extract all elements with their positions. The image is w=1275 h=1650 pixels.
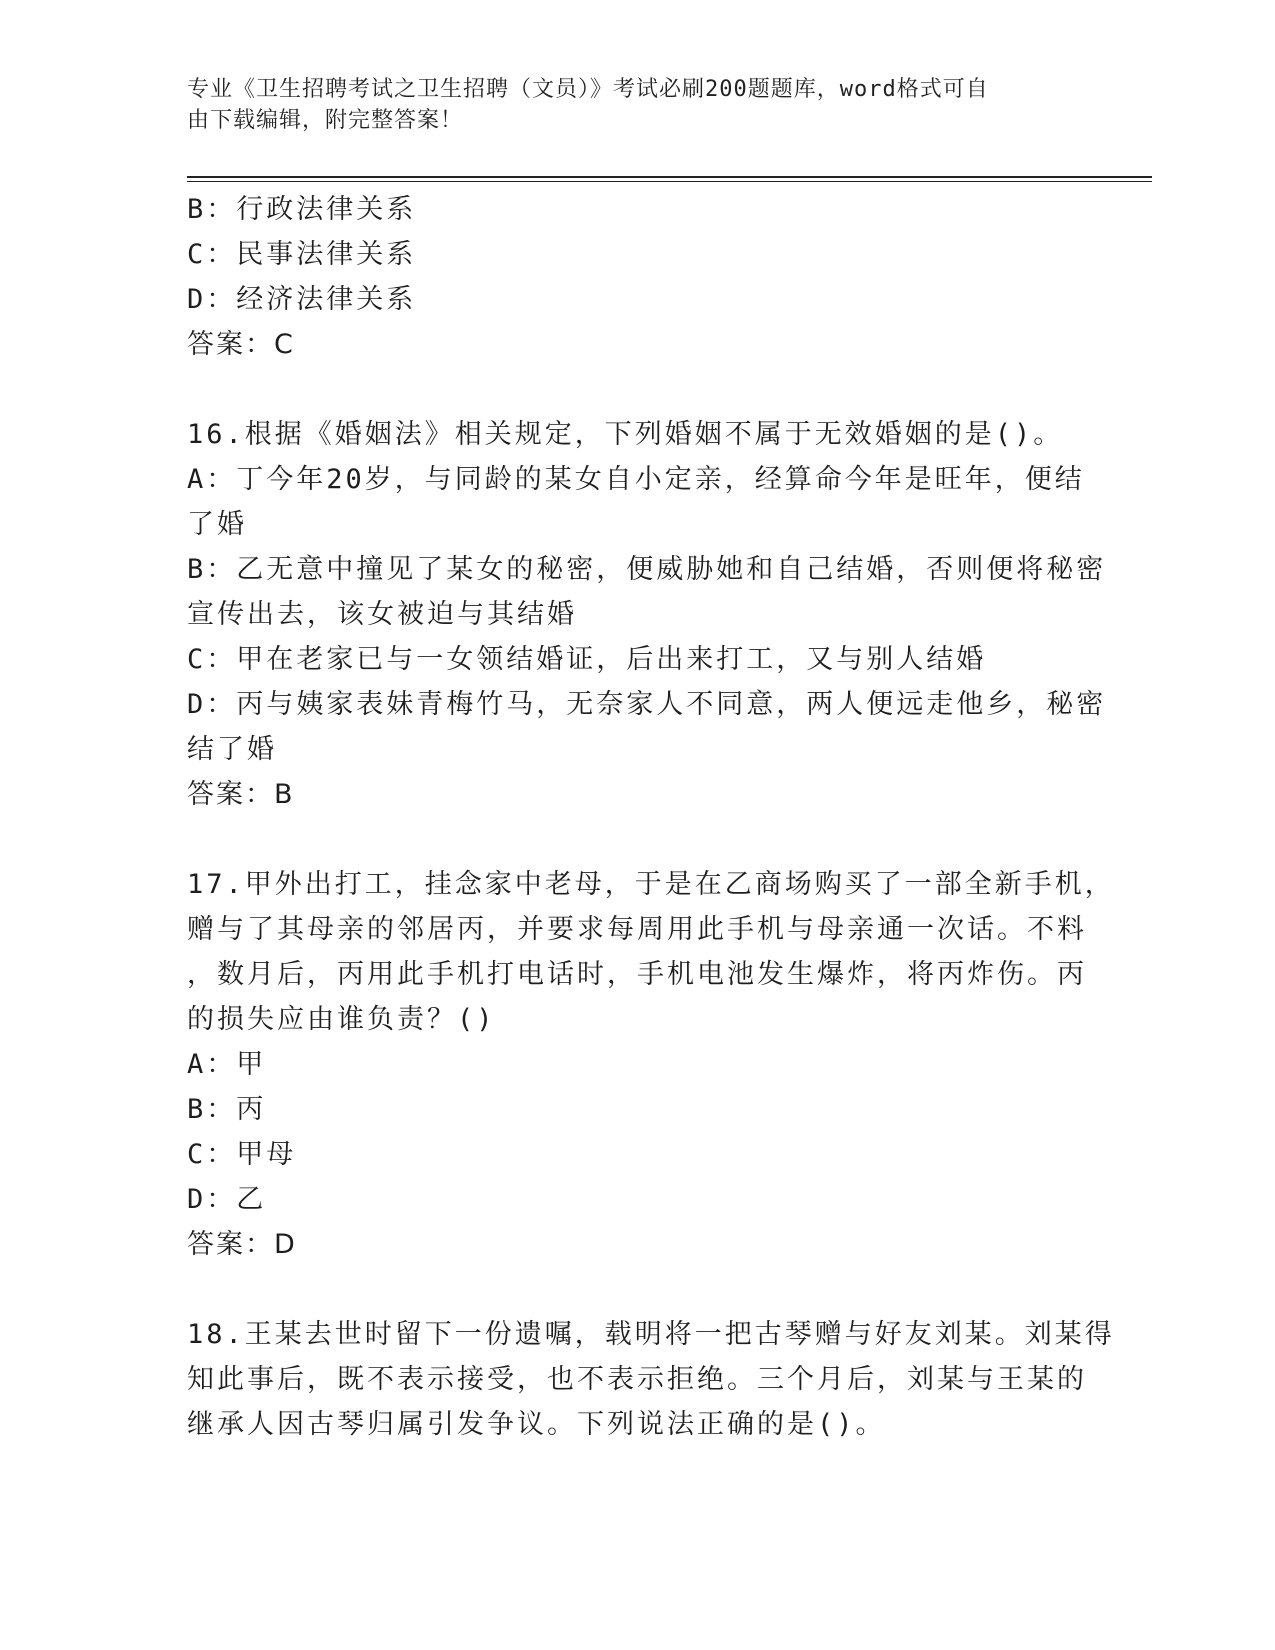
text-line: A：甲 [187,1049,267,1080]
text-line: B：乙无意中撞见了某女的秘密，便威胁她和自己结婚，否则便将秘密 [187,554,1107,585]
text-line: 的损失应由谁负责？() [187,1004,496,1035]
text-line: B：丙 [187,1094,267,1125]
text-line: C：甲在老家已与一女领结婚证，后出来打工，又与别人结婚 [187,644,987,675]
text-line: 17.甲外出打工，挂念家中老母，于是在乙商场购买了一部全新手机， [187,869,1115,900]
text-line: C：民事法律关系 [187,239,417,270]
header-line-2: 由下载编辑，附完整答案！ [187,108,464,133]
answer-line: 答案：D [187,1229,297,1260]
text-line: D：乙 [187,1184,267,1215]
text-line: 18.王某去世时留下一份遗嘱，载明将一把古琴赠与好友刘某。刘某得 [187,1319,1115,1350]
text-line: 赠与了其母亲的邻居丙，并要求每周用此手机与母亲通一次话。不料 [187,914,1087,945]
header-line-1: 专业《卫生招聘考试之卫生招聘（文员）》考试必刷200题题库，word格式可自 [187,77,989,102]
text-line: 继承人因古琴归属引发争议。下列说法正确的是()。 [187,1409,886,1440]
text-line: A：丁今年20岁，与同龄的某女自小定亲，经算命今年是旺年，便结 [187,464,1085,495]
text-line: ，数月后，丙用此手机打电话时，手机电池发生爆炸，将丙炸伤。丙 [187,959,1087,990]
answer-line: 答案：C [187,329,295,360]
text-line: 结了婚 [187,734,277,765]
text-line: 了婚 [187,509,247,540]
text-line: 16.根据《婚姻法》相关规定，下列婚姻不属于无效婚姻的是()。 [187,419,1064,450]
text-line: 知此事后，既不表示接受，也不表示拒绝。三个月后，刘某与王某的 [187,1364,1087,1395]
text-line: D：经济法律关系 [187,284,417,315]
text-line: D：丙与姨家表妹青梅竹马，无奈家人不同意，两人便远走他乡，秘密 [187,689,1107,720]
answer-line: 答案：B [187,779,295,810]
text-line: 宣传出去，该女被迫与其结婚 [187,599,577,630]
header-divider-thin [187,181,1152,182]
text-line: C：甲母 [187,1139,297,1170]
document-header [187,74,1067,136]
text-line: B：行政法律关系 [187,194,417,225]
header-divider-thick [187,176,1152,178]
